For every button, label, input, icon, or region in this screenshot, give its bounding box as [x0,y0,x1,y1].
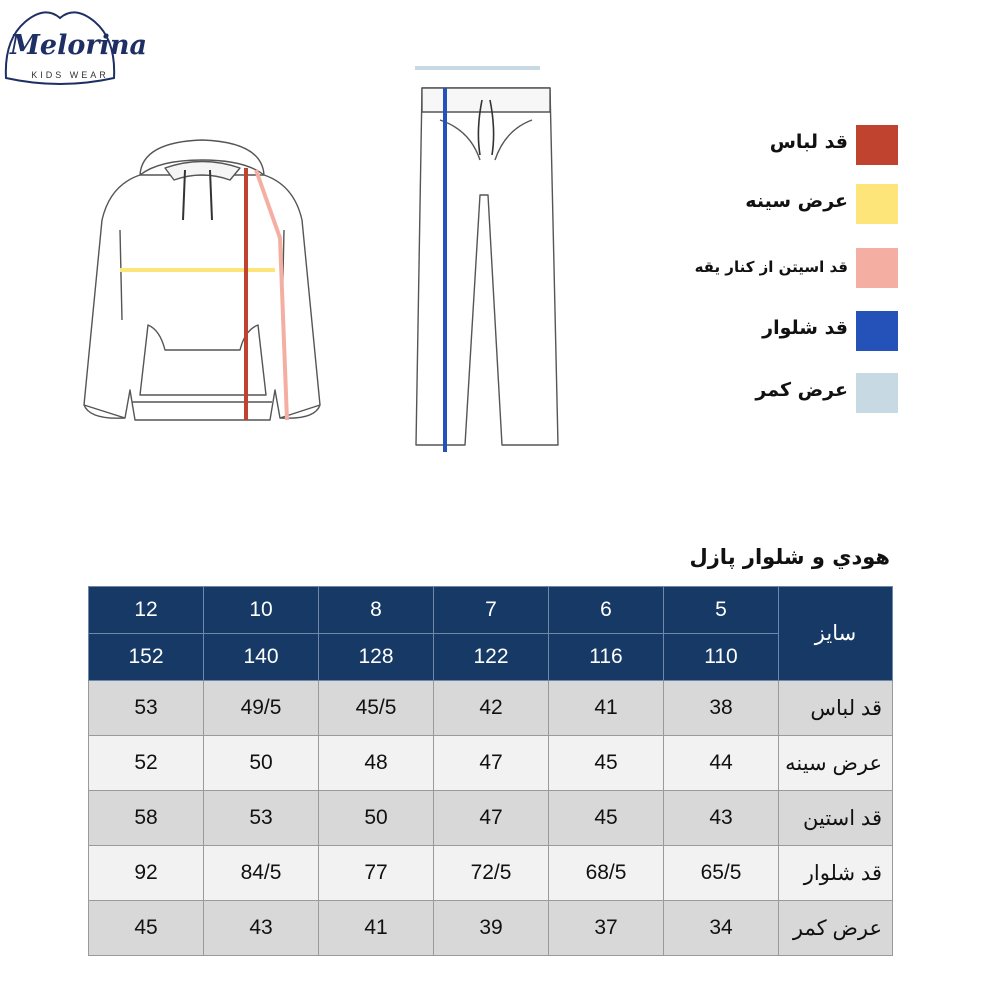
table-cell: 68/5 [549,846,664,901]
size-label: سایز [779,587,893,681]
table-cell: 39 [434,901,549,956]
size-cell: 5 [664,587,779,634]
table-title: هودي و شلوار پازل [689,545,890,569]
table-cell: 45 [89,901,204,956]
table-cell: 65/5 [664,846,779,901]
table-cell: 72/5 [434,846,549,901]
height-cell: 116 [549,634,664,681]
height-cell: 140 [204,634,319,681]
table-cell: 77 [319,846,434,901]
table-cell: 50 [204,736,319,791]
height-header-row [89,634,893,681]
table-row [89,846,893,901]
table-cell: 43 [664,791,779,846]
table-cell: 50 [319,791,434,846]
height-cell: 152 [89,634,204,681]
table-cell: 48 [319,736,434,791]
legend-item [640,373,900,415]
table-cell: 42 [434,681,549,736]
table-cell: 41 [319,901,434,956]
size-cell: 10 [204,587,319,634]
size-cell: 7 [434,587,549,634]
legend-label: عرض سینه [745,190,848,212]
row-label: قد شلوار [779,846,893,901]
table-cell: 53 [89,681,204,736]
table-cell: 47 [434,736,549,791]
table-row [89,681,893,736]
legend-label: قد لباس [769,131,848,153]
size-cell: 12 [89,587,204,634]
legend-swatch [856,125,898,165]
table-row [89,791,893,846]
size-cell: 6 [549,587,664,634]
table-cell: 43 [204,901,319,956]
legend-label: قد اسیتن از کنار یقه [694,258,848,276]
table-cell: 41 [549,681,664,736]
table-row [89,736,893,791]
table-cell: 49/5 [204,681,319,736]
height-cell: 128 [319,634,434,681]
table-cell: 34 [664,901,779,956]
table-cell: 38 [664,681,779,736]
table-cell: 47 [434,791,549,846]
legend-swatch [856,184,898,224]
hoodie-illustration [70,120,340,440]
row-label: عرض کمر [779,901,893,956]
legend-swatch [856,311,898,351]
brand-tagline: KIDS WEAR [31,70,109,80]
size-header-row [89,587,893,634]
legend-item [640,248,900,290]
brand-logo [0,0,147,90]
legend-label: قد شلوار [762,317,848,339]
size-table [88,586,893,956]
height-cell: 122 [434,634,549,681]
legend-label: عرض کمر [755,379,848,401]
legend-item [640,125,900,167]
table-row [89,901,893,956]
table-cell: 45/5 [319,681,434,736]
height-cell: 110 [664,634,779,681]
table-cell: 92 [89,846,204,901]
table-cell: 84/5 [204,846,319,901]
table-cell: 58 [89,791,204,846]
legend-item [640,311,900,353]
table-cell: 37 [549,901,664,956]
table-cell: 44 [664,736,779,791]
table-cell: 45 [549,736,664,791]
table-cell: 53 [204,791,319,846]
table-cell: 45 [549,791,664,846]
legend-swatch [856,248,898,288]
row-label: قد استین [779,791,893,846]
brand-name: Melorina [10,30,147,61]
row-label: قد لباس [779,681,893,736]
pants-illustration [410,60,570,460]
size-cell: 8 [319,587,434,634]
table-cell: 52 [89,736,204,791]
legend-item [640,184,900,226]
legend-swatch [856,373,898,413]
row-label: عرض سینه [779,736,893,791]
